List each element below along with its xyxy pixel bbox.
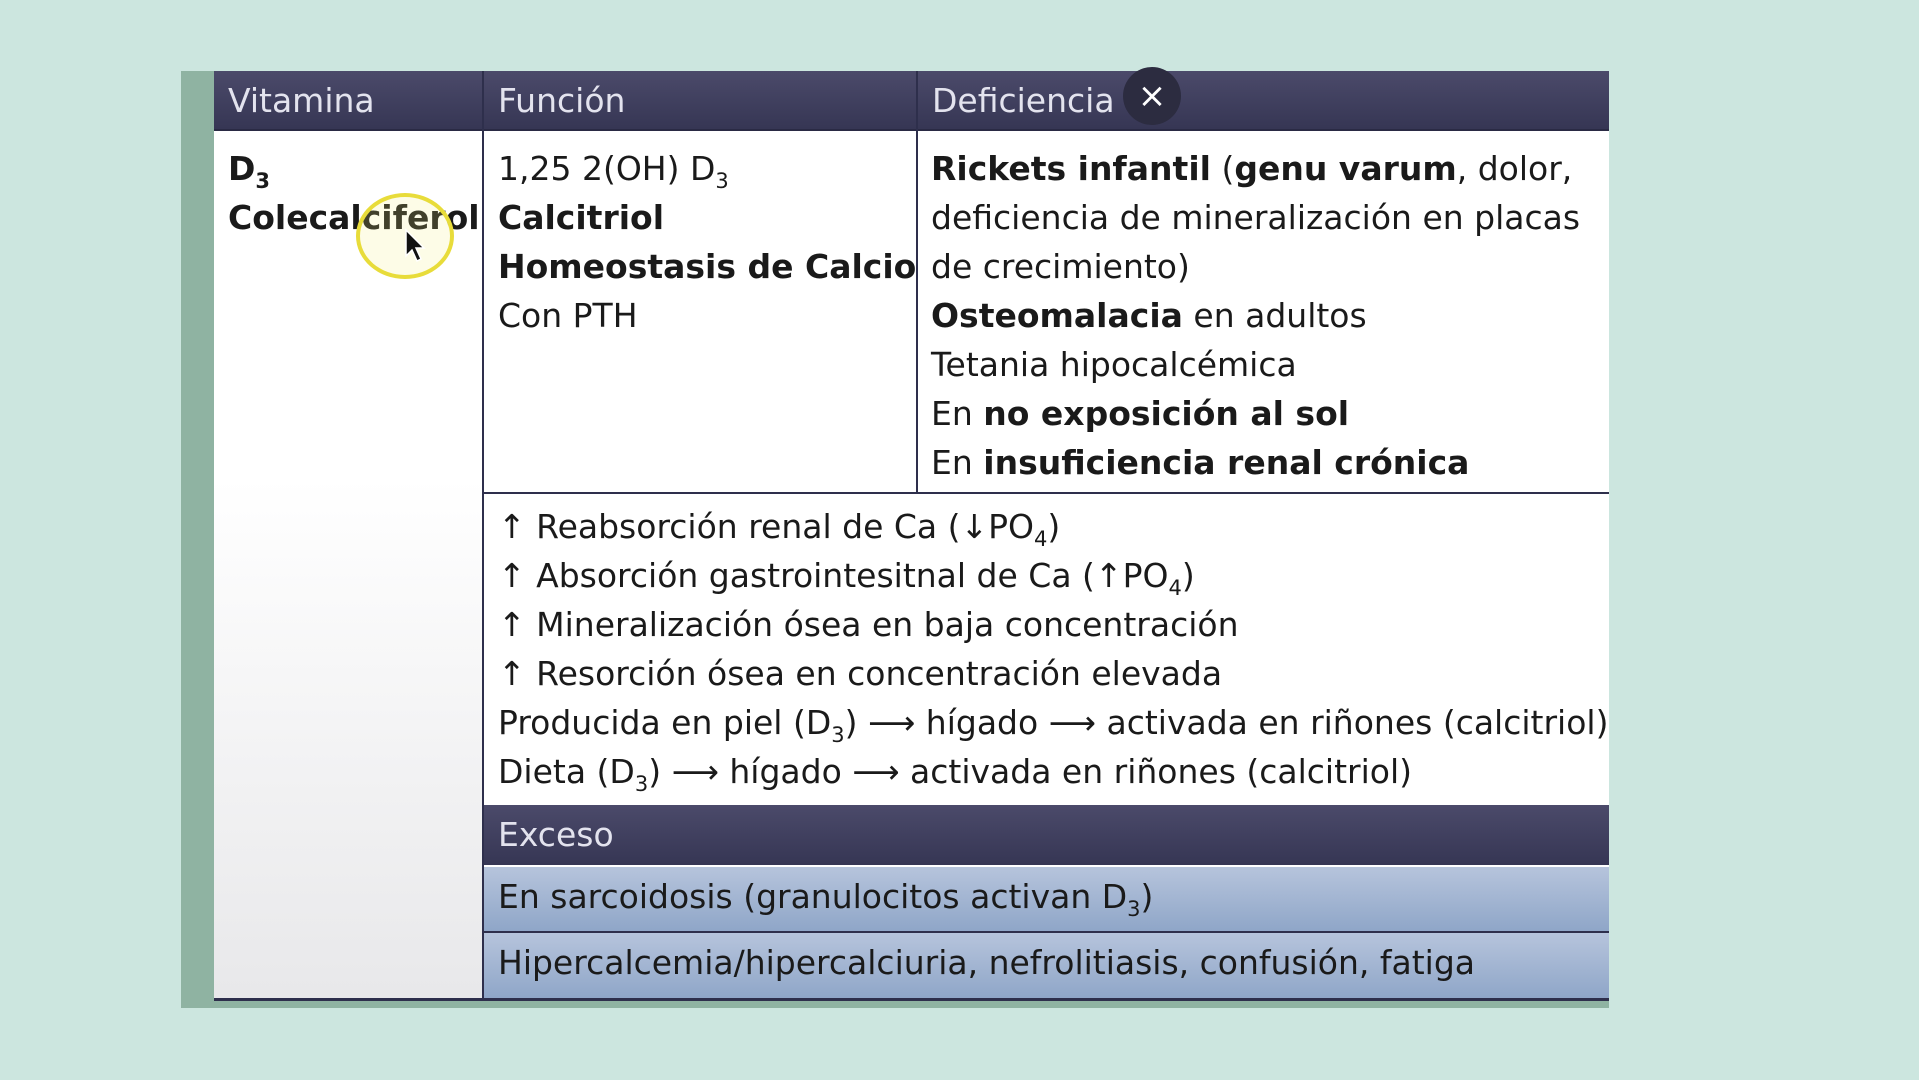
- exceso-row: Hipercalcemia/hipercalciuria, nefrolitiasis, confusión, fatiga: [484, 933, 1609, 998]
- deficiencia-line: En no exposición al sol: [931, 394, 1350, 433]
- header-funcion: Función: [484, 71, 916, 131]
- funcion-cell: [498, 144, 916, 340]
- deficiencia-cell: [931, 144, 1580, 487]
- vitamin-name: Colecalciferol: [228, 198, 480, 237]
- close-icon[interactable]: ×: [1123, 67, 1181, 125]
- divider: [484, 492, 1609, 494]
- deficiencia-line: En insuficiencia renal crónica: [931, 443, 1470, 482]
- deficiencia-line: Rickets infantil (genu varum, dolor,: [931, 149, 1573, 188]
- mechanism-line: ↑ Mineralización ósea en baja concentración: [498, 605, 1239, 644]
- exceso-header: Exceso: [484, 805, 1609, 865]
- mechanism-line: ↑ Absorción gastrointesitnal de Ca $(↑PO_4)$: [498, 556, 1195, 600]
- mechanism-line: ↑ Reabsorción renal de Ca $(↓PO_4)$: [498, 507, 1061, 551]
- mechanisms-cell: [498, 502, 1608, 796]
- deficiencia-line: Tetania hipocalcémica: [931, 345, 1297, 384]
- mechanism-line: ↑ Resorción ósea en concentración elevada: [498, 654, 1223, 693]
- funcion-line: 1,25 2(OH) $D_3$: [498, 149, 729, 193]
- mechanism-line: Producida en piel $(D_3)$ ⟶ hígado ⟶ activada en riñones (calcitriol): [498, 703, 1609, 747]
- funcion-line: Calcitriol: [498, 198, 665, 237]
- funcion-line: Homeostasis de Calcio: [498, 247, 917, 286]
- header-vitamina: Vitamina: [214, 71, 482, 131]
- funcion-line: Con PTH: [498, 296, 638, 335]
- header-deficiencia: Deficiencia: [918, 71, 1609, 131]
- deficiencia-line: de crecimiento): [931, 247, 1190, 286]
- mouse-pointer-icon: [404, 228, 428, 264]
- vitamin-symbol: $D_3$: [228, 149, 271, 193]
- exceso-row: En sarcoidosis (granulocitos activan $D_3$): [484, 867, 1609, 931]
- deficiencia-line: deficiencia de mineralización en placas: [931, 198, 1581, 237]
- deficiencia-line: Osteomalacia en adultos: [931, 296, 1367, 335]
- mechanism-line: Dieta $(D_3)$ ⟶ hígado ⟶ activada en riñones (calcitriol): [498, 752, 1413, 796]
